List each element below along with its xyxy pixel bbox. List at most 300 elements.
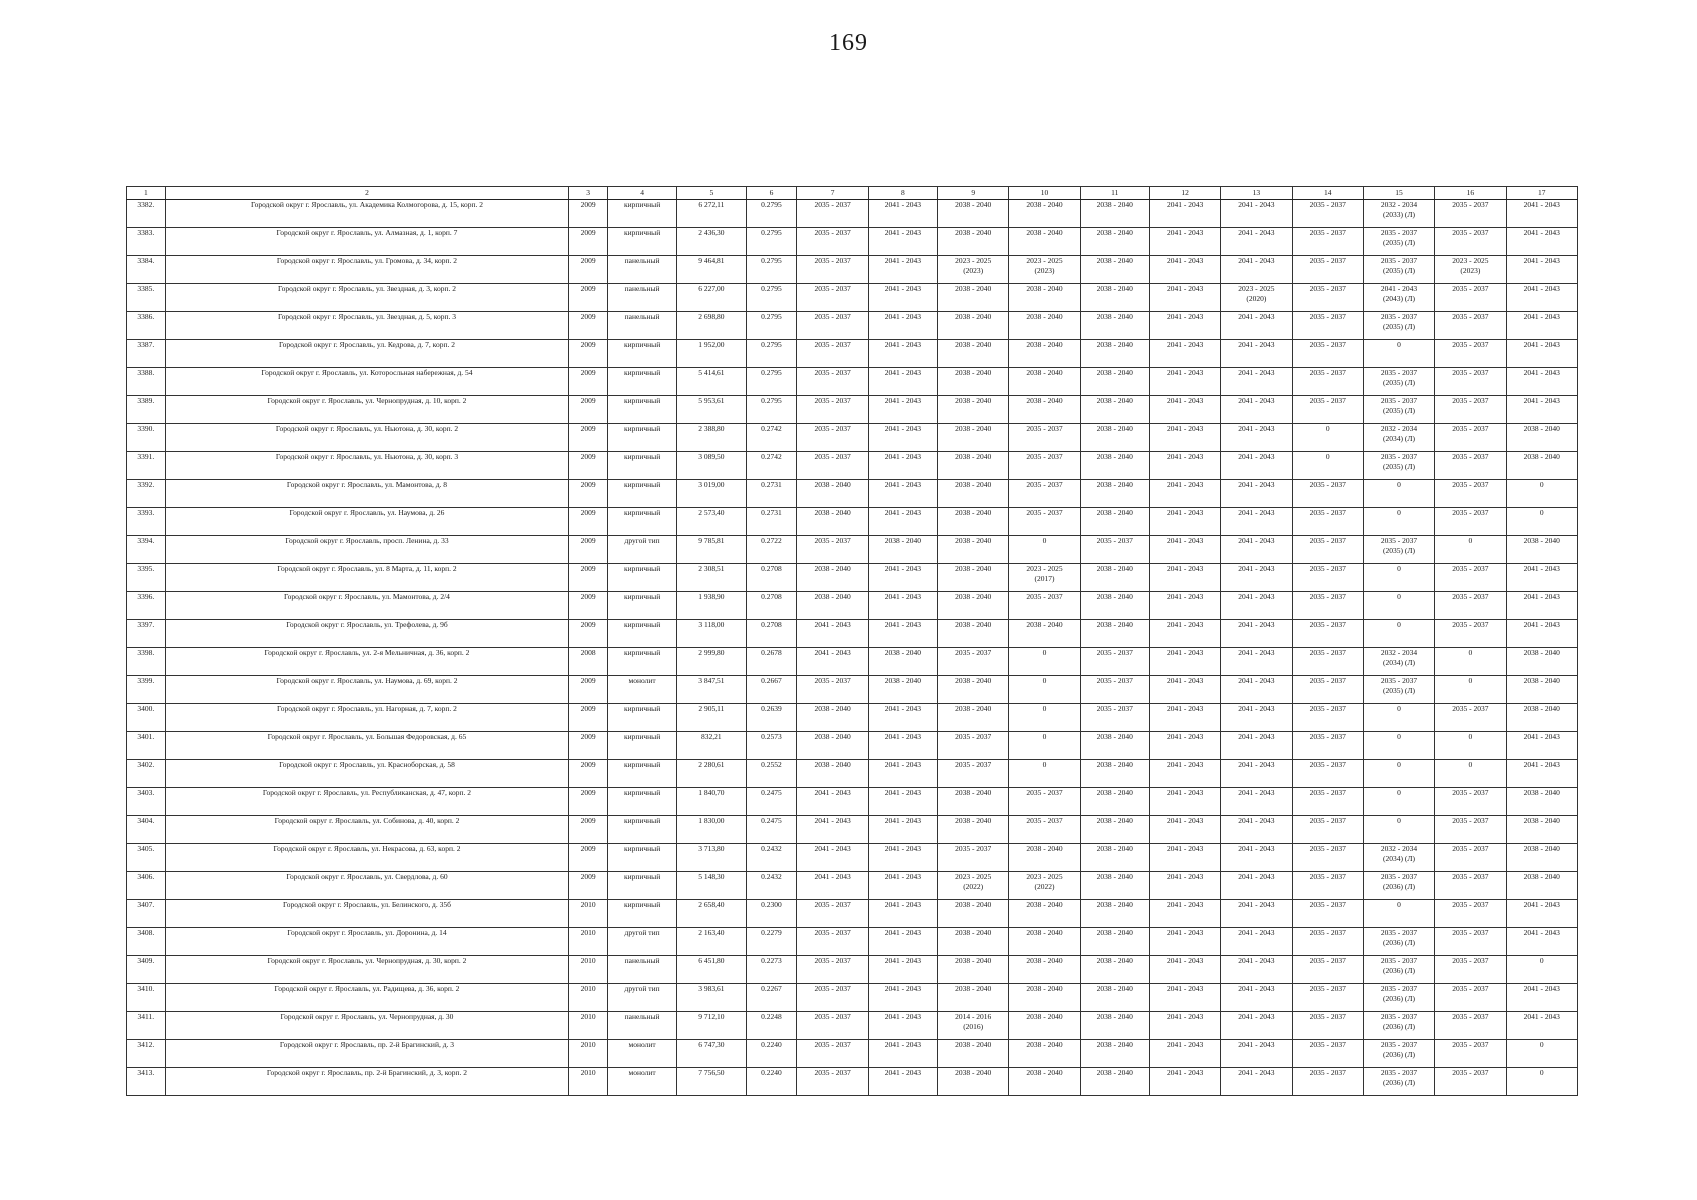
area-cell: 1 840,70 (677, 788, 746, 816)
table-row (127, 928, 1578, 956)
period-col-10-cell: 2035 - 2037 (1009, 424, 1080, 452)
period-col-16-cell: 2035 - 2037 (1435, 900, 1506, 928)
year-built-cell: 2009 (569, 396, 608, 424)
row-number-cell: 3392. (127, 480, 166, 508)
period-col-8-cell: 2041 - 2043 (868, 1068, 937, 1096)
address-cell: Городской округ г. Ярославль, ул. Трефолева, д. 9б (165, 620, 569, 648)
row-number-cell: 3402. (127, 760, 166, 788)
period-col-17-cell: 2041 - 2043 (1506, 592, 1578, 620)
period-col-11-cell: 2038 - 2040 (1080, 1068, 1149, 1096)
row-number-cell: 3407. (127, 900, 166, 928)
wall-material-cell: другой тип (607, 536, 676, 564)
row-number-cell: 3399. (127, 676, 166, 704)
period-col-16-cell: 2035 - 2037 (1435, 956, 1506, 984)
period-col-16-cell: 2035 - 2037 (1435, 340, 1506, 368)
wall-material-cell: панельный (607, 1012, 676, 1040)
year-built-cell: 2009 (569, 480, 608, 508)
period-col-12-cell: 2041 - 2043 (1149, 228, 1220, 256)
period-col-17-cell: 2041 - 2043 (1506, 396, 1578, 424)
register-table (126, 186, 1578, 1096)
period-col-17-cell: 2041 - 2043 (1506, 1012, 1578, 1040)
period-col-8-cell: 2041 - 2043 (868, 872, 937, 900)
period-col-10-cell: 2035 - 2037 (1009, 592, 1080, 620)
coefficient-cell: 0.2795 (746, 312, 797, 340)
column-header-7: 7 (797, 187, 868, 200)
period-col-15-cell: 0 (1363, 592, 1434, 620)
area-cell: 1 830,00 (677, 816, 746, 844)
coefficient-cell: 0.2795 (746, 228, 797, 256)
period-col-13-cell: 2041 - 2043 (1221, 508, 1292, 536)
row-number-cell: 3403. (127, 788, 166, 816)
period-col-10-cell: 2035 - 2037 (1009, 508, 1080, 536)
period-col-7-cell: 2041 - 2043 (797, 620, 868, 648)
row-number-cell: 3383. (127, 228, 166, 256)
period-col-14-cell: 2035 - 2037 (1292, 312, 1363, 340)
coefficient-cell: 0.2742 (746, 452, 797, 480)
period-col-11-cell: 2038 - 2040 (1080, 900, 1149, 928)
period-col-16-cell: 0 (1435, 536, 1506, 564)
period-col-7-cell: 2035 - 2037 (797, 452, 868, 480)
period-col-9-cell: 2038 - 2040 (938, 620, 1009, 648)
period-col-13-cell: 2023 - 2025 (2020) (1221, 284, 1292, 312)
period-col-16-cell: 2035 - 2037 (1435, 284, 1506, 312)
period-col-9-cell: 2038 - 2040 (938, 536, 1009, 564)
period-col-17-cell: 2038 - 2040 (1506, 788, 1578, 816)
column-header-8: 8 (868, 187, 937, 200)
table-row (127, 704, 1578, 732)
period-col-12-cell: 2041 - 2043 (1149, 312, 1220, 340)
period-col-14-cell: 2035 - 2037 (1292, 732, 1363, 760)
period-col-9-cell: 2038 - 2040 (938, 424, 1009, 452)
period-col-12-cell: 2041 - 2043 (1149, 396, 1220, 424)
table-row (127, 872, 1578, 900)
period-col-12-cell: 2041 - 2043 (1149, 956, 1220, 984)
period-col-14-cell: 2035 - 2037 (1292, 340, 1363, 368)
column-header-3: 3 (569, 187, 608, 200)
address-cell: Городской округ г. Ярославль, ул. 2-я Мельничная, д. 36, корп. 2 (165, 648, 569, 676)
row-number-cell: 3389. (127, 396, 166, 424)
period-col-17-cell: 0 (1506, 1040, 1578, 1068)
period-col-16-cell: 2035 - 2037 (1435, 1012, 1506, 1040)
period-col-12-cell: 2041 - 2043 (1149, 844, 1220, 872)
coefficient-cell: 0.2639 (746, 704, 797, 732)
period-col-11-cell: 2038 - 2040 (1080, 480, 1149, 508)
period-col-12-cell: 2041 - 2043 (1149, 564, 1220, 592)
area-cell: 6 451,80 (677, 956, 746, 984)
period-col-14-cell: 2035 - 2037 (1292, 1040, 1363, 1068)
wall-material-cell: кирпичный (607, 760, 676, 788)
year-built-cell: 2009 (569, 592, 608, 620)
period-col-10-cell: 2023 - 2025 (2022) (1009, 872, 1080, 900)
period-col-15-cell: 2035 - 2037 (2036) (Л) (1363, 1040, 1434, 1068)
period-col-12-cell: 2041 - 2043 (1149, 1068, 1220, 1096)
period-col-14-cell: 2035 - 2037 (1292, 368, 1363, 396)
period-col-16-cell: 2035 - 2037 (1435, 872, 1506, 900)
period-col-11-cell: 2035 - 2037 (1080, 536, 1149, 564)
period-col-10-cell: 2035 - 2037 (1009, 452, 1080, 480)
year-built-cell: 2010 (569, 1040, 608, 1068)
period-col-16-cell: 2035 - 2037 (1435, 620, 1506, 648)
period-col-17-cell: 2041 - 2043 (1506, 312, 1578, 340)
year-built-cell: 2009 (569, 312, 608, 340)
table-row (127, 1012, 1578, 1040)
period-col-8-cell: 2041 - 2043 (868, 928, 937, 956)
year-built-cell: 2009 (569, 228, 608, 256)
period-col-10-cell: 2038 - 2040 (1009, 312, 1080, 340)
table-row (127, 1040, 1578, 1068)
period-col-9-cell: 2038 - 2040 (938, 340, 1009, 368)
period-col-9-cell: 2038 - 2040 (938, 368, 1009, 396)
column-header-11: 11 (1080, 187, 1149, 200)
period-col-15-cell: 0 (1363, 732, 1434, 760)
year-built-cell: 2009 (569, 676, 608, 704)
period-col-7-cell: 2035 - 2037 (797, 676, 868, 704)
year-built-cell: 2010 (569, 900, 608, 928)
area-cell: 9 785,81 (677, 536, 746, 564)
period-col-7-cell: 2035 - 2037 (797, 900, 868, 928)
period-col-11-cell: 2038 - 2040 (1080, 284, 1149, 312)
table-row (127, 396, 1578, 424)
page-number: 169 (829, 30, 868, 56)
period-col-16-cell: 2035 - 2037 (1435, 1040, 1506, 1068)
period-col-14-cell: 2035 - 2037 (1292, 844, 1363, 872)
period-col-12-cell: 2041 - 2043 (1149, 284, 1220, 312)
area-cell: 2 905,11 (677, 704, 746, 732)
wall-material-cell: панельный (607, 284, 676, 312)
period-col-9-cell: 2038 - 2040 (938, 928, 1009, 956)
period-col-7-cell: 2035 - 2037 (797, 340, 868, 368)
period-col-17-cell: 2041 - 2043 (1506, 228, 1578, 256)
period-col-12-cell: 2041 - 2043 (1149, 732, 1220, 760)
period-col-7-cell: 2038 - 2040 (797, 480, 868, 508)
table-row (127, 816, 1578, 844)
wall-material-cell: панельный (607, 256, 676, 284)
period-col-9-cell: 2038 - 2040 (938, 984, 1009, 1012)
year-built-cell: 2009 (569, 340, 608, 368)
year-built-cell: 2008 (569, 648, 608, 676)
period-col-14-cell: 2035 - 2037 (1292, 592, 1363, 620)
period-col-12-cell: 2041 - 2043 (1149, 648, 1220, 676)
area-cell: 1 938,90 (677, 592, 746, 620)
period-col-16-cell: 2035 - 2037 (1435, 704, 1506, 732)
period-col-12-cell: 2041 - 2043 (1149, 816, 1220, 844)
wall-material-cell: кирпичный (607, 508, 676, 536)
period-col-9-cell: 2038 - 2040 (938, 788, 1009, 816)
wall-material-cell: кирпичный (607, 872, 676, 900)
wall-material-cell: кирпичный (607, 452, 676, 480)
period-col-14-cell: 2035 - 2037 (1292, 536, 1363, 564)
period-col-9-cell: 2014 - 2016 (2016) (938, 1012, 1009, 1040)
period-col-15-cell: 0 (1363, 340, 1434, 368)
period-col-9-cell: 2038 - 2040 (938, 480, 1009, 508)
period-col-8-cell: 2041 - 2043 (868, 1012, 937, 1040)
table-row (127, 788, 1578, 816)
row-number-cell: 3382. (127, 200, 166, 228)
period-col-13-cell: 2041 - 2043 (1221, 1012, 1292, 1040)
period-col-9-cell: 2035 - 2037 (938, 844, 1009, 872)
period-col-14-cell: 2035 - 2037 (1292, 816, 1363, 844)
wall-material-cell: кирпичный (607, 816, 676, 844)
period-col-7-cell: 2041 - 2043 (797, 844, 868, 872)
period-col-7-cell: 2041 - 2043 (797, 872, 868, 900)
period-col-13-cell: 2041 - 2043 (1221, 844, 1292, 872)
wall-material-cell: кирпичный (607, 844, 676, 872)
period-col-15-cell: 0 (1363, 620, 1434, 648)
period-col-10-cell: 2038 - 2040 (1009, 284, 1080, 312)
address-cell: Городской округ г. Ярославль, ул. Собинова, д. 40, корп. 2 (165, 816, 569, 844)
year-built-cell: 2009 (569, 620, 608, 648)
area-cell: 9 712,10 (677, 1012, 746, 1040)
column-header-5: 5 (677, 187, 746, 200)
period-col-9-cell: 2038 - 2040 (938, 452, 1009, 480)
column-header-1: 1 (127, 187, 166, 200)
period-col-14-cell: 2035 - 2037 (1292, 760, 1363, 788)
period-col-15-cell: 2041 - 2043 (2043) (Л) (1363, 284, 1434, 312)
table-row (127, 340, 1578, 368)
period-col-12-cell: 2041 - 2043 (1149, 760, 1220, 788)
period-col-11-cell: 2038 - 2040 (1080, 788, 1149, 816)
period-col-8-cell: 2041 - 2043 (868, 900, 937, 928)
table-row (127, 256, 1578, 284)
period-col-9-cell: 2038 - 2040 (938, 284, 1009, 312)
period-col-13-cell: 2041 - 2043 (1221, 648, 1292, 676)
row-number-cell: 3397. (127, 620, 166, 648)
period-col-16-cell: 2035 - 2037 (1435, 564, 1506, 592)
period-col-17-cell: 2038 - 2040 (1506, 704, 1578, 732)
year-built-cell: 2009 (569, 452, 608, 480)
year-built-cell: 2009 (569, 508, 608, 536)
coefficient-cell: 0.2432 (746, 844, 797, 872)
row-number-cell: 3385. (127, 284, 166, 312)
wall-material-cell: кирпичный (607, 620, 676, 648)
year-built-cell: 2009 (569, 732, 608, 760)
period-col-17-cell: 2038 - 2040 (1506, 424, 1578, 452)
period-col-17-cell: 2041 - 2043 (1506, 732, 1578, 760)
table-row (127, 732, 1578, 760)
period-col-11-cell: 2038 - 2040 (1080, 732, 1149, 760)
coefficient-cell: 0.2248 (746, 1012, 797, 1040)
period-col-17-cell: 2041 - 2043 (1506, 340, 1578, 368)
register-table-container (126, 186, 1578, 1096)
period-col-15-cell: 0 (1363, 564, 1434, 592)
period-col-12-cell: 2041 - 2043 (1149, 340, 1220, 368)
period-col-14-cell: 2035 - 2037 (1292, 396, 1363, 424)
period-col-14-cell: 2035 - 2037 (1292, 788, 1363, 816)
period-col-13-cell: 2041 - 2043 (1221, 732, 1292, 760)
period-col-9-cell: 2038 - 2040 (938, 704, 1009, 732)
period-col-15-cell: 2035 - 2037 (2035) (Л) (1363, 312, 1434, 340)
period-col-9-cell: 2035 - 2037 (938, 732, 1009, 760)
period-col-14-cell: 2035 - 2037 (1292, 564, 1363, 592)
column-header-2: 2 (165, 187, 569, 200)
row-number-cell: 3387. (127, 340, 166, 368)
area-cell: 3 089,50 (677, 452, 746, 480)
period-col-13-cell: 2041 - 2043 (1221, 480, 1292, 508)
period-col-17-cell: 2041 - 2043 (1506, 928, 1578, 956)
address-cell: Городской округ г. Ярославль, ул. Наумова, д. 69, корп. 2 (165, 676, 569, 704)
address-cell: Городской округ г. Ярославль, ул. Красноборская, д. 58 (165, 760, 569, 788)
period-col-13-cell: 2041 - 2043 (1221, 788, 1292, 816)
row-number-cell: 3409. (127, 956, 166, 984)
period-col-16-cell: 0 (1435, 760, 1506, 788)
coefficient-cell: 0.2300 (746, 900, 797, 928)
period-col-11-cell: 2035 - 2037 (1080, 648, 1149, 676)
period-col-11-cell: 2038 - 2040 (1080, 200, 1149, 228)
address-cell: Городской округ г. Ярославль, ул. Белинского, д. 35б (165, 900, 569, 928)
column-header-4: 4 (607, 187, 676, 200)
period-col-10-cell: 0 (1009, 676, 1080, 704)
period-col-8-cell: 2041 - 2043 (868, 620, 937, 648)
period-col-10-cell: 0 (1009, 760, 1080, 788)
address-cell: Городской округ г. Ярославль, пр. 2-й Брагинский, д. 3 (165, 1040, 569, 1068)
period-col-12-cell: 2041 - 2043 (1149, 1040, 1220, 1068)
period-col-14-cell: 2035 - 2037 (1292, 956, 1363, 984)
period-col-9-cell: 2023 - 2025 (2023) (938, 256, 1009, 284)
table-row (127, 424, 1578, 452)
period-col-7-cell: 2038 - 2040 (797, 704, 868, 732)
period-col-14-cell: 2035 - 2037 (1292, 984, 1363, 1012)
table-row (127, 228, 1578, 256)
period-col-7-cell: 2038 - 2040 (797, 564, 868, 592)
period-col-9-cell: 2035 - 2037 (938, 760, 1009, 788)
period-col-7-cell: 2038 - 2040 (797, 508, 868, 536)
period-col-14-cell: 2035 - 2037 (1292, 676, 1363, 704)
address-cell: Городской округ г. Ярославль, ул. Чернопрудная, д. 30 (165, 1012, 569, 1040)
period-col-8-cell: 2041 - 2043 (868, 508, 937, 536)
area-cell: 3 847,51 (677, 676, 746, 704)
period-col-10-cell: 2038 - 2040 (1009, 1040, 1080, 1068)
period-col-11-cell: 2038 - 2040 (1080, 396, 1149, 424)
period-col-13-cell: 2041 - 2043 (1221, 256, 1292, 284)
period-col-9-cell: 2038 - 2040 (938, 900, 1009, 928)
period-col-8-cell: 2041 - 2043 (868, 984, 937, 1012)
row-number-cell: 3398. (127, 648, 166, 676)
address-cell: Городской округ г. Ярославль, ул. Алмазная, д. 1, корп. 7 (165, 228, 569, 256)
period-col-16-cell: 2035 - 2037 (1435, 396, 1506, 424)
period-col-12-cell: 2041 - 2043 (1149, 872, 1220, 900)
year-built-cell: 2010 (569, 984, 608, 1012)
wall-material-cell: кирпичный (607, 592, 676, 620)
column-header-15: 15 (1363, 187, 1434, 200)
period-col-10-cell: 2038 - 2040 (1009, 368, 1080, 396)
period-col-15-cell: 2032 - 2034 (2034) (Л) (1363, 844, 1434, 872)
period-col-17-cell: 2038 - 2040 (1506, 536, 1578, 564)
period-col-11-cell: 2038 - 2040 (1080, 424, 1149, 452)
coefficient-cell: 0.2795 (746, 340, 797, 368)
period-col-8-cell: 2041 - 2043 (868, 284, 937, 312)
period-col-17-cell: 0 (1506, 1068, 1578, 1096)
period-col-17-cell: 2041 - 2043 (1506, 256, 1578, 284)
column-header-9: 9 (938, 187, 1009, 200)
period-col-8-cell: 2041 - 2043 (868, 340, 937, 368)
row-number-cell: 3413. (127, 1068, 166, 1096)
row-number-cell: 3405. (127, 844, 166, 872)
wall-material-cell: монолит (607, 1068, 676, 1096)
period-col-8-cell: 2038 - 2040 (868, 676, 937, 704)
table-row (127, 956, 1578, 984)
row-number-cell: 3410. (127, 984, 166, 1012)
area-cell: 2 999,80 (677, 648, 746, 676)
table-row (127, 984, 1578, 1012)
period-col-13-cell: 2041 - 2043 (1221, 452, 1292, 480)
period-col-7-cell: 2038 - 2040 (797, 592, 868, 620)
column-header-16: 16 (1435, 187, 1506, 200)
area-cell: 3 983,61 (677, 984, 746, 1012)
period-col-7-cell: 2041 - 2043 (797, 788, 868, 816)
period-col-9-cell: 2038 - 2040 (938, 1068, 1009, 1096)
period-col-13-cell: 2041 - 2043 (1221, 984, 1292, 1012)
period-col-12-cell: 2041 - 2043 (1149, 508, 1220, 536)
period-col-15-cell: 2032 - 2034 (2034) (Л) (1363, 648, 1434, 676)
period-col-16-cell: 2035 - 2037 (1435, 480, 1506, 508)
period-col-8-cell: 2041 - 2043 (868, 760, 937, 788)
period-col-8-cell: 2041 - 2043 (868, 396, 937, 424)
address-cell: Городской округ г. Ярославль, ул. Чернопрудная, д. 30, корп. 2 (165, 956, 569, 984)
period-col-11-cell: 2038 - 2040 (1080, 956, 1149, 984)
period-col-13-cell: 2041 - 2043 (1221, 1068, 1292, 1096)
table-row (127, 592, 1578, 620)
period-col-7-cell: 2038 - 2040 (797, 732, 868, 760)
period-col-13-cell: 2041 - 2043 (1221, 424, 1292, 452)
period-col-7-cell: 2035 - 2037 (797, 256, 868, 284)
period-col-16-cell: 2035 - 2037 (1435, 312, 1506, 340)
period-col-13-cell: 2041 - 2043 (1221, 200, 1292, 228)
period-col-9-cell: 2035 - 2037 (938, 648, 1009, 676)
period-col-8-cell: 2038 - 2040 (868, 536, 937, 564)
table-row (127, 200, 1578, 228)
period-col-15-cell: 2035 - 2037 (2035) (Л) (1363, 368, 1434, 396)
coefficient-cell: 0.2708 (746, 564, 797, 592)
period-col-14-cell: 2035 - 2037 (1292, 900, 1363, 928)
row-number-cell: 3411. (127, 1012, 166, 1040)
period-col-15-cell: 0 (1363, 788, 1434, 816)
period-col-7-cell: 2035 - 2037 (797, 424, 868, 452)
period-col-16-cell: 2035 - 2037 (1435, 508, 1506, 536)
period-col-11-cell: 2038 - 2040 (1080, 1040, 1149, 1068)
period-col-7-cell: 2035 - 2037 (797, 200, 868, 228)
period-col-15-cell: 2035 - 2037 (2036) (Л) (1363, 1068, 1434, 1096)
year-built-cell: 2010 (569, 1068, 608, 1096)
period-col-10-cell: 2038 - 2040 (1009, 1068, 1080, 1096)
period-col-15-cell: 0 (1363, 760, 1434, 788)
period-col-7-cell: 2035 - 2037 (797, 368, 868, 396)
address-cell: Городской округ г. Ярославль, ул. Чернопрудная, д. 10, корп. 2 (165, 396, 569, 424)
table-row (127, 284, 1578, 312)
period-col-10-cell: 0 (1009, 704, 1080, 732)
period-col-9-cell: 2038 - 2040 (938, 228, 1009, 256)
period-col-8-cell: 2041 - 2043 (868, 256, 937, 284)
period-col-10-cell: 2038 - 2040 (1009, 200, 1080, 228)
period-col-12-cell: 2041 - 2043 (1149, 368, 1220, 396)
period-col-14-cell: 2035 - 2037 (1292, 704, 1363, 732)
period-col-11-cell: 2038 - 2040 (1080, 872, 1149, 900)
table-body (127, 200, 1578, 1096)
period-col-11-cell: 2038 - 2040 (1080, 452, 1149, 480)
address-cell: Городской округ г. Ярославль, ул. Звездная, д. 5, корп. 3 (165, 312, 569, 340)
column-header-10: 10 (1009, 187, 1080, 200)
period-col-11-cell: 2038 - 2040 (1080, 984, 1149, 1012)
area-cell: 2 436,30 (677, 228, 746, 256)
period-col-7-cell: 2035 - 2037 (797, 1040, 868, 1068)
wall-material-cell: кирпичный (607, 732, 676, 760)
coefficient-cell: 0.2742 (746, 424, 797, 452)
period-col-9-cell: 2038 - 2040 (938, 816, 1009, 844)
address-cell: Городской округ г. Ярославль, ул. Большая Федоровская, д. 65 (165, 732, 569, 760)
period-col-14-cell: 2035 - 2037 (1292, 256, 1363, 284)
period-col-10-cell: 0 (1009, 732, 1080, 760)
period-col-13-cell: 2041 - 2043 (1221, 228, 1292, 256)
address-cell: Городской округ г. Ярославль, ул. Наумова, д. 26 (165, 508, 569, 536)
